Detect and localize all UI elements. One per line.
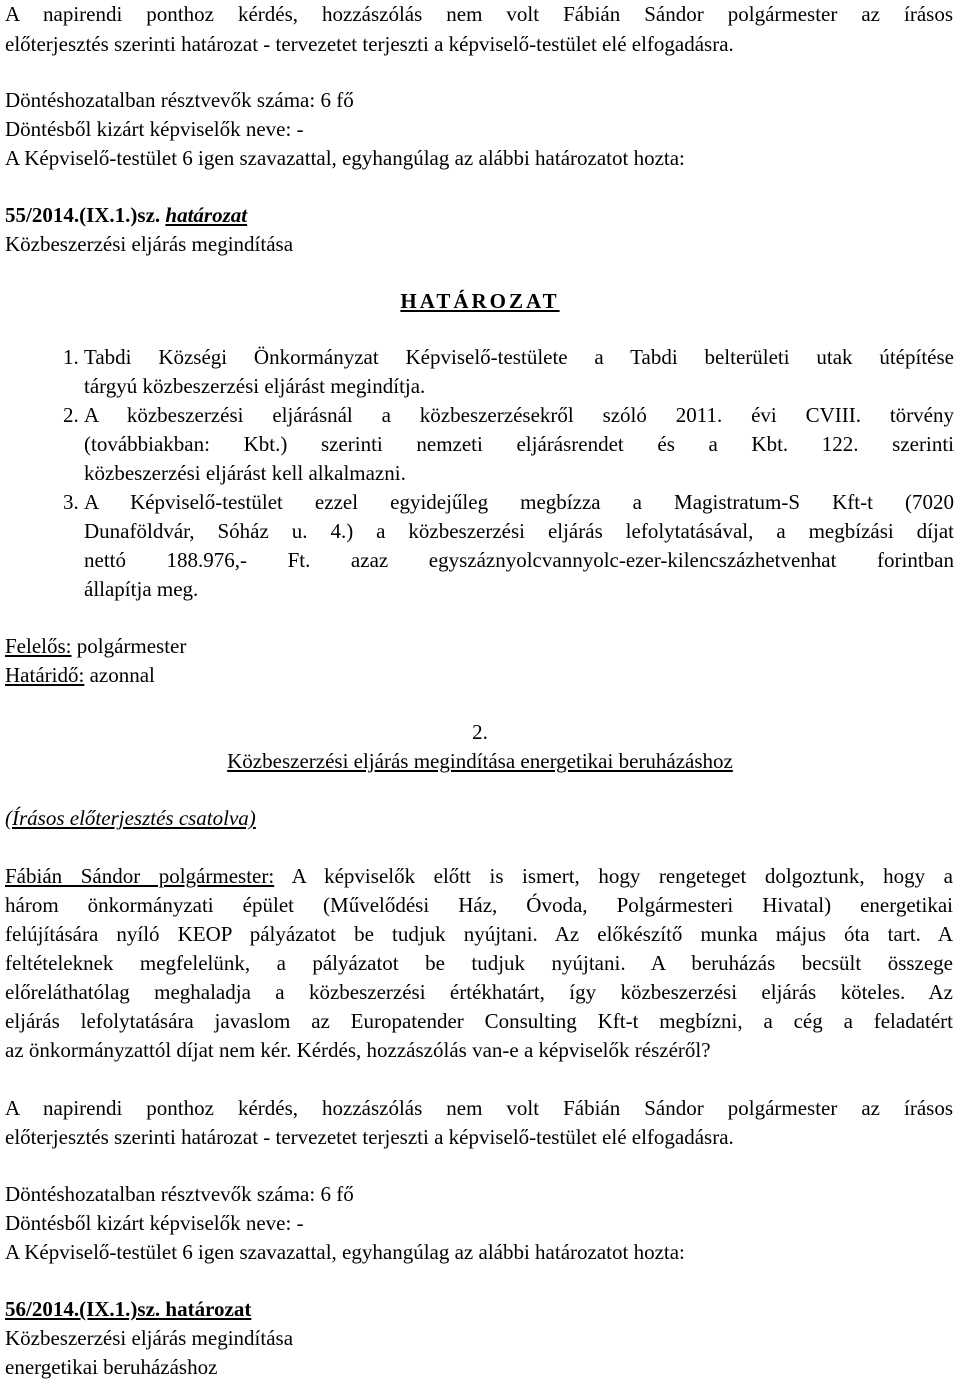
item-number: 3.	[63, 490, 79, 514]
item-line: közbeszerzési eljárást kell alkalmazni.	[84, 461, 406, 485]
item-line: állapítja meg.	[84, 577, 199, 601]
item-line: Dunaföldvár, Sóház u. 4.) a közbeszerzési eljárás lefolytatásával, a megbízási díjat	[84, 519, 954, 543]
item-line: nettó 188.976,- Ft. azaz egyszáznyolcvannyolc-ezer-kilencszázhetvenhat forintban	[84, 548, 954, 572]
item-number: 1.	[63, 345, 79, 369]
speech-line: eljárás lefolytatására javaslom az Europatender Consulting Kft-t megbízni, a cég a feladatért	[5, 1009, 953, 1033]
responsible-label: Felelős:	[5, 634, 72, 658]
resolution56-title: 56/2014.(IX.1.)sz. határozat	[5, 1297, 252, 1321]
deadline-line	[5, 663, 155, 687]
deadline-value: azonnal	[84, 663, 155, 687]
vote1-participants: Döntéshozatalban résztvevők száma: 6 fő	[5, 88, 354, 112]
item-line: tárgyú közbeszerzési eljárást megindítja.	[84, 374, 426, 398]
resolution55-number: 55/2014.(IX.1.)sz.	[5, 203, 161, 227]
resolution55-title	[5, 203, 247, 227]
resolution55-word: határozat	[165, 203, 248, 227]
item-number: 2.	[63, 403, 79, 427]
vote2-participants: Döntéshozatalban résztvevők száma: 6 fő	[5, 1182, 354, 1206]
intro-line-2: előterjesztés szerinti határozat - tervezetet terjeszti a képviselő-testület elé elfogadásra.	[5, 32, 734, 56]
vote2-result: A Képviselő-testület 6 igen szavazattal, egyhangúlag az alábbi határozatot hozta:	[5, 1240, 685, 1264]
resolution56-subject-1: Közbeszerzési eljárás megindítása	[5, 1326, 294, 1350]
speaker-name: Fábián Sándor polgármester:	[5, 864, 275, 888]
speech-text: A képviselők előtt is ismert, hogy rengeteget dolgoztunk, hogy a	[274, 864, 953, 888]
speech-line: előreláthatólag meghaladja a közbeszerzési értékhatárt, így közbeszerzési eljárás köteles. Az	[5, 980, 953, 1004]
resolution55-subject: Közbeszerzési eljárás megindítása	[5, 232, 294, 256]
resolution56-subject-2: energetikai beruházáshoz	[5, 1355, 218, 1379]
item-line: A közbeszerzési eljárásnál a közbeszerzésekről szóló 2011. évi CVIII. törvény	[84, 403, 954, 427]
speech-line-1	[5, 864, 953, 888]
speech-line: három önkormányzati épület (Művelődési Ház, Óvoda, Polgármesteri Hivatal) energetikai	[5, 893, 953, 917]
outro-line-1: A napirendi ponthoz kérdés, hozzászólás nem volt Fábián Sándor polgármester az írásos	[5, 1096, 953, 1120]
speech-line: felújítására nyíló KEOP pályázatot be tudjuk nyújtani. Az előkészítő munka május óta tart. A	[5, 922, 953, 946]
vote1-result: A Képviselő-testület 6 igen szavazattal, egyhangúlag az alábbi határozatot hozta:	[5, 146, 685, 170]
vote2-excluded: Döntésből kizárt képviselők neve: -	[5, 1211, 304, 1235]
intro-line-1: A napirendi ponthoz kérdés, hozzászólás nem volt Fábián Sándor polgármester az írásos	[5, 2, 953, 26]
agenda2-title: Közbeszerzési eljárás megindítása energetikai beruházáshoz	[227, 749, 733, 773]
responsible-value: polgármester	[71, 634, 187, 658]
item-line: A Képviselő-testület ezzel egyidejűleg megbízza a Magistratum-S Kft-t (7020	[84, 490, 954, 514]
speech-line: feltételeknek megfelelünk, a pályázatot be tudjuk nyújtani. A beruházás becsült összege	[5, 951, 953, 975]
responsible-line	[5, 634, 186, 658]
item-line: (továbbiakban: Kbt.) szerinti nemzeti eljárásrendet és a Kbt. 122. szerinti	[84, 432, 954, 456]
item-line: Tabdi Községi Önkormányzat Képviselő-testülete a Tabdi belterületi utak útépítése	[84, 345, 954, 369]
resolution-heading: HATÁROZAT	[400, 289, 560, 313]
speech-line: az önkormányzattól díjat nem kér. Kérdés, hozzászólás van-e a képviselők részéről?	[5, 1038, 711, 1062]
deadline-label: Határidő:	[5, 663, 85, 687]
vote1-excluded: Döntésből kizárt képviselők neve: -	[5, 117, 304, 141]
agenda2-number: 2.	[472, 720, 488, 744]
outro-line-2: előterjesztés szerinti határozat - tervezetet terjeszti a képviselő-testület elé elfogadásra.	[5, 1125, 734, 1149]
attachment-note: (Írásos előterjesztés csatolva)	[5, 806, 256, 830]
